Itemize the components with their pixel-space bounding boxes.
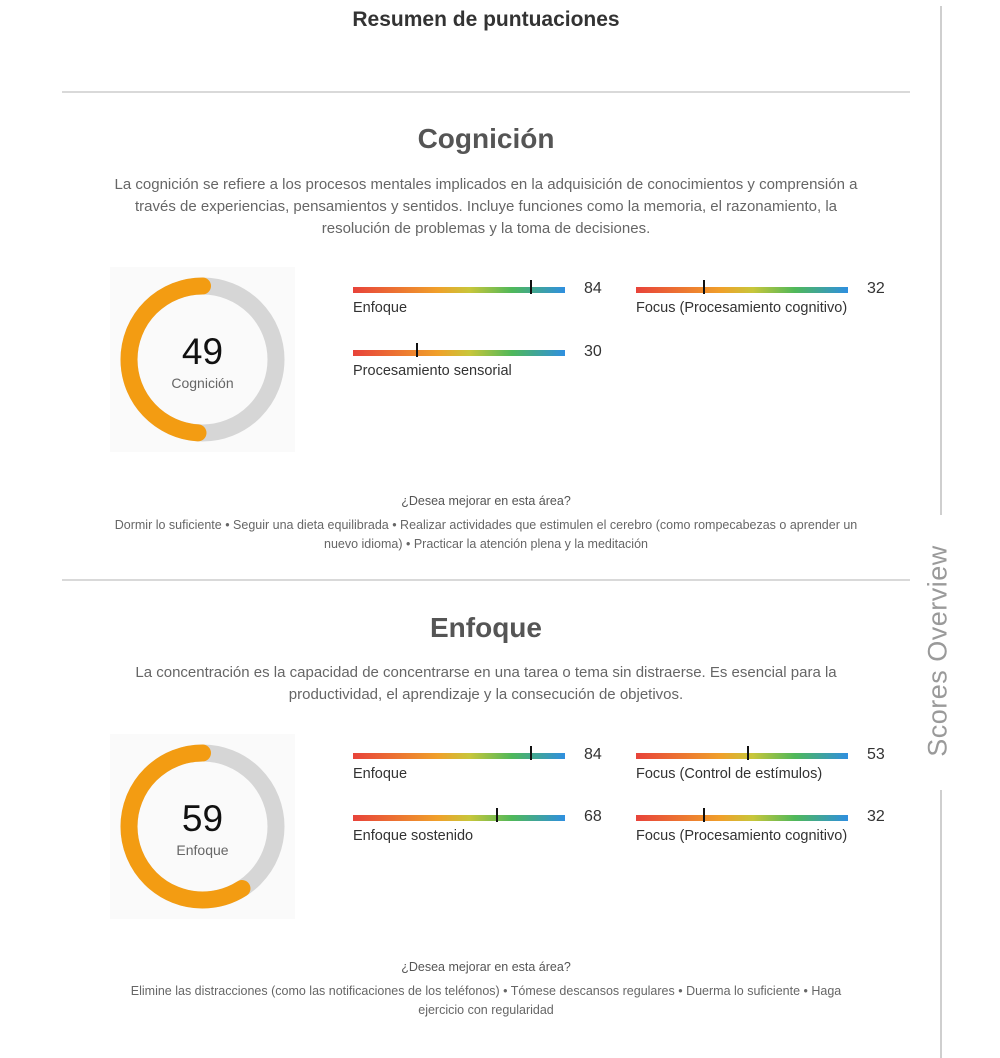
improve-tips: Elimine las distracciones (como las notificaciones de los teléfonos) • Tómese descansos regulares • Duerma lo suficiente • Haga ejercicio con regularidad [130,984,842,1017]
metric-name: Enfoque [353,300,408,316]
metric-bar [353,753,565,759]
metric-score: 84 [584,280,602,297]
metric-marker [416,343,418,357]
metric-name: Enfoque [353,766,408,782]
section-cognicion [62,91,910,581]
metric-score: 32 [867,280,885,297]
side-label: Scores Overview [922,545,953,757]
section-description: La cognición se refiere a los procesos mentales implicados en la adquisición de conocimientos y comprensión a través de experiencias, pensamientos y sentidos. Incluye funciones como la memoria, el razonamiento, la resolución de problemas y la toma de decisiones. [114,176,858,237]
metric-marker [703,808,705,822]
metric-name: Focus (Procesamiento cognitivo) [636,828,848,844]
score-value: 59 [181,798,224,839]
score-value: 49 [181,331,224,372]
metric-marker [530,280,532,294]
metric-score: 68 [584,808,602,825]
score-ring [110,267,295,452]
side-rule-top [940,6,942,515]
side-rule-bottom [940,790,942,1058]
section-description: La concentración es la capacidad de concentrarse en una tarea o tema sin distraerse. Es esencial para la productividad, el aprendizaje y la consecución de objetivos. [135,664,837,703]
metric-marker [530,746,532,760]
metric-score: 84 [584,746,602,763]
metric-marker [703,280,705,294]
score-label: Enfoque [176,842,229,858]
improve-question: ¿Desea mejorar en esta área? [401,494,571,508]
metric-bar [353,350,565,356]
metric-bar [353,815,565,821]
metric-name: Focus (Procesamiento cognitivo) [636,300,848,316]
metric-bar [636,815,848,821]
metric-enfoque-sostenido [353,808,602,868]
metric-marker [496,808,498,822]
score-label: Cognición [171,375,234,391]
metric-enfoque [353,280,602,340]
improve-tips: Dormir lo suficiente • Seguir una dieta equilibrada • Realizar actividades que estimulen el cerebro (como rompecabezas o aprender un nuevo idioma) • Practicar la atención plena y la meditación [114,518,858,551]
metric-score: 32 [867,808,885,825]
metric-focus-procesamiento-cognitivo [636,280,885,340]
section-title: Enfoque [430,612,542,643]
metric-name: Focus (Control de estímulos) [636,766,823,782]
metric-bar [636,753,848,759]
section-title: Cognición [417,123,555,154]
metric-focus-procesamiento-cognitivo [636,808,885,868]
improve-question: ¿Desea mejorar en esta área? [401,960,571,974]
score-ring [110,734,295,919]
metric-name: Procesamiento sensorial [353,363,512,379]
metric-focus-control-estimulos [636,746,885,806]
metric-score: 53 [867,746,885,763]
metric-bar [353,287,565,293]
metric-marker [747,746,749,760]
metric-name: Enfoque sostenido [353,828,474,844]
metric-enfoque [353,746,602,806]
page-title: Resumen de puntuaciones [352,8,620,31]
metric-procesamiento-sensorial [353,343,602,403]
metric-bar [636,287,848,293]
section-enfoque [62,579,910,1049]
metric-score: 30 [584,343,602,360]
